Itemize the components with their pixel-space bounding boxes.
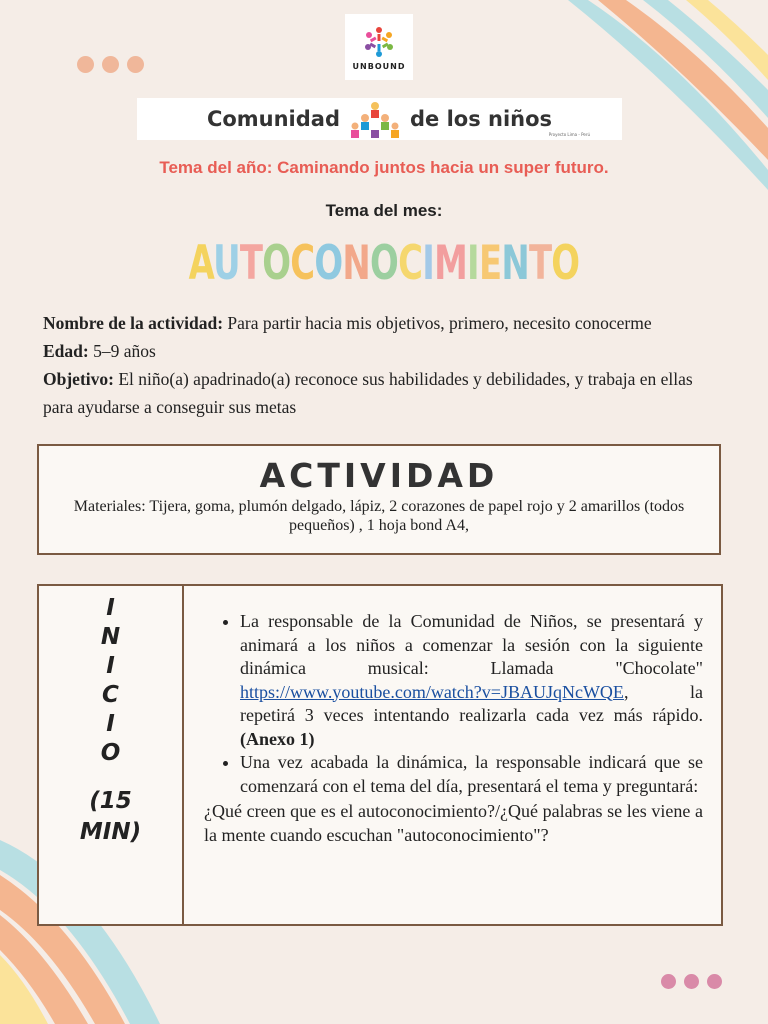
title-letter: O — [262, 236, 291, 291]
unbound-logo — [345, 14, 413, 80]
banner-part2-text: de los niños — [410, 107, 553, 131]
materials-text: Materiales: Tijera, goma, plumón delgado, lápiz, 2 corazones de papel rojo y 2 amarillos (todos pequeños) , 1 hoja bond A4, — [73, 498, 685, 534]
title-letter: A — [188, 236, 214, 291]
age-row — [43, 337, 723, 365]
section-label-letter: I — [106, 711, 115, 737]
section-label-letter: O — [100, 740, 121, 766]
dot — [684, 974, 699, 989]
title-letter: M — [434, 236, 468, 291]
annex-ref: (Anexo 1) — [240, 728, 315, 749]
duration-line1: (15 — [89, 788, 132, 814]
title-letter: N — [501, 236, 529, 291]
activity-box — [37, 444, 721, 555]
activity-title: ACTIVIDAD — [259, 456, 499, 495]
step1-after: , la repetirá 3 veces intentando realizarla cada vez más rápido. — [240, 681, 703, 725]
title-letter: C — [398, 236, 423, 291]
top-dots — [77, 56, 144, 73]
inicio-table — [37, 584, 723, 926]
duration-line2: MIN) — [79, 819, 142, 845]
dot — [661, 974, 676, 989]
section-label-letter: I — [106, 653, 115, 679]
age-value: 5–9 años — [93, 341, 156, 361]
step1-text: La responsable de la Comunidad de Niños, se presentará y animará a los niños a comenzar la sesión con la siguiente dinámica musical: Llamada "Chocolate" — [240, 611, 703, 678]
section-label-letter: N — [100, 624, 121, 650]
list-item — [240, 610, 703, 751]
activity-info — [43, 309, 723, 421]
banner-part2 — [410, 107, 552, 131]
theme-of-month-label: Tema del mes: — [325, 201, 443, 220]
activity-name-label: Nombre de la actividad: — [43, 313, 224, 333]
dot — [707, 974, 722, 989]
flower-people-icon — [361, 24, 397, 60]
title-letter: E — [478, 236, 502, 291]
activity-name-value: Para partir hacia mis objetivos, primero, necesito conocerme — [227, 313, 652, 333]
children-pyramid-icon — [346, 100, 404, 138]
question-text: ¿Qué creen que es el autoconocimiento?/¿Qué palabras se les viene a la mente cuando escuchan "autoconocimiento"? — [204, 801, 703, 845]
dot — [102, 56, 119, 73]
dot — [77, 56, 94, 73]
activity-name-row — [43, 309, 723, 337]
title-letter: C — [290, 236, 315, 291]
title-letter: T — [528, 236, 552, 291]
section-content-cell — [184, 586, 721, 924]
title-letter: T — [239, 236, 263, 291]
title-letter: O — [314, 236, 343, 291]
bottom-dots — [661, 974, 722, 989]
section-label-letter: C — [102, 682, 119, 708]
comunidad-banner — [137, 98, 622, 140]
logo-text: UNBOUND — [352, 61, 406, 71]
objective-row — [43, 365, 723, 421]
banner-part1: Comunidad — [206, 107, 340, 131]
section-vertical-label — [101, 594, 121, 768]
title-letter: I — [467, 236, 479, 291]
title-letter: O — [551, 236, 580, 291]
month-title — [108, 236, 661, 291]
step2-text: Una vez acabada la dinámica, la responsable indicará que se comenzará con el tema del día, presentará el tema y preguntará: — [240, 752, 703, 796]
section-label-letter: I — [106, 595, 115, 621]
title-letter: O — [370, 236, 399, 291]
title-letter: I — [422, 236, 435, 291]
banner-subtext: Proyecto Lima - Perú — [548, 132, 590, 137]
section-label-cell — [39, 586, 184, 924]
list-item — [240, 751, 703, 798]
section-duration — [80, 786, 141, 848]
title-letter: U — [213, 236, 240, 291]
title-letter: N — [342, 236, 371, 291]
youtube-link[interactable]: https://www.youtube.com/watch?v=JBAUJqNcWQE — [240, 681, 624, 702]
objective-label: Objetivo: — [43, 369, 114, 389]
theme-of-year: Tema del año: Caminando juntos hacia un super futuro. — [159, 158, 609, 177]
objective-value: El niño(a) apadrinado(a) reconoce sus habilidades y debilidades, y trabaja en ellas para ayudarse a conseguir sus metas — [43, 369, 693, 417]
steps-list — [204, 610, 703, 798]
age-label: Edad: — [43, 341, 89, 361]
dot — [127, 56, 144, 73]
